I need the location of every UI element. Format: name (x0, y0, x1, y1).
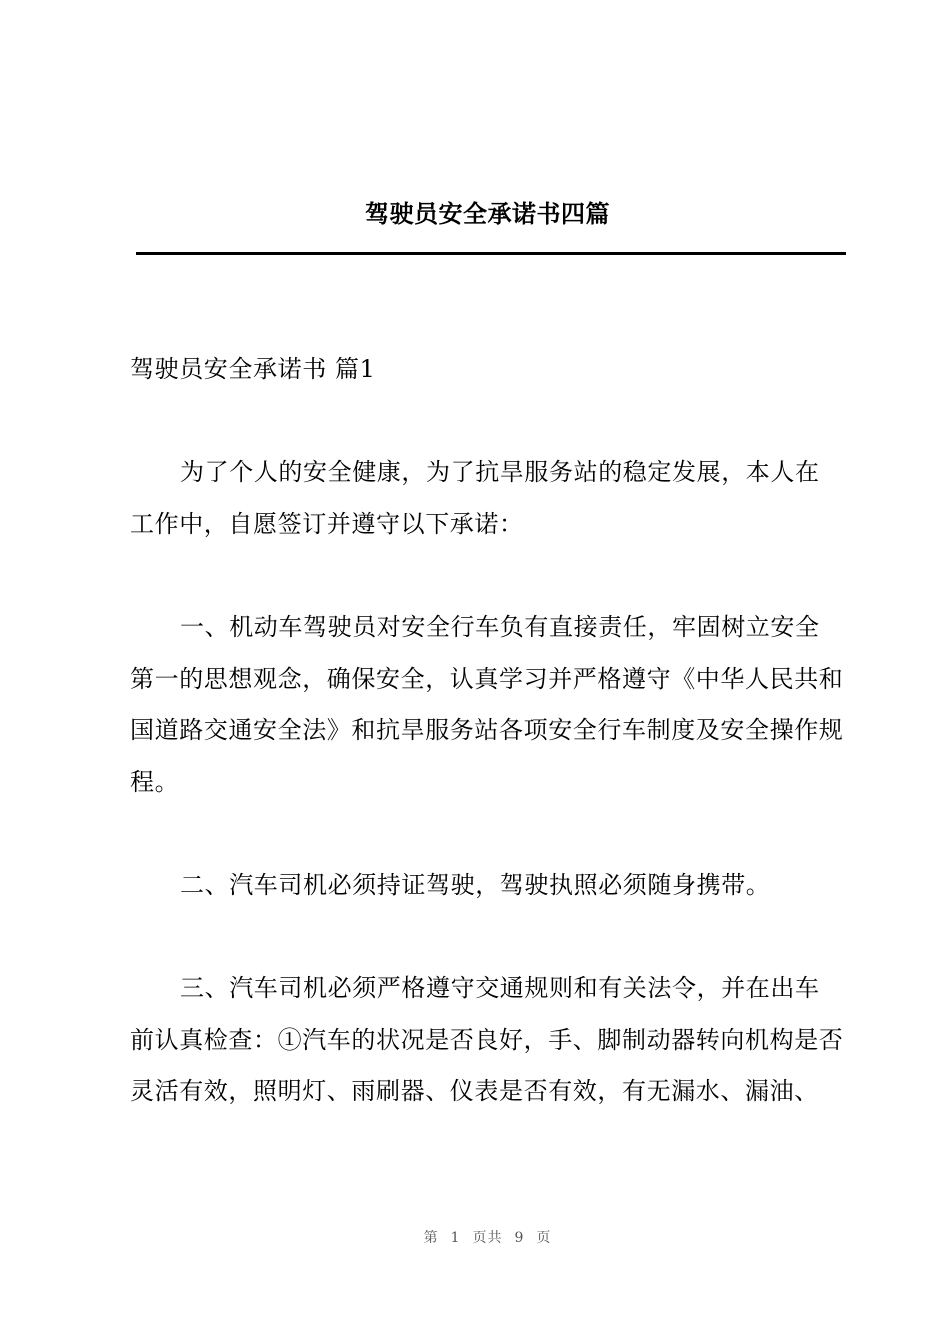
paragraph-item-2: 二、汽车司机必须持证驾驶，驾驶执照必须随身携带。 (180, 870, 771, 899)
footer-suffix: 页 (536, 1230, 552, 1246)
paragraph-intro: 为了个人的安全健康，为了抗旱服务站的稳定发展，本人在工作中，自愿签订并遵守以下承诺： (130, 458, 820, 538)
section-heading: 驾驶员安全承诺书 篇1 (130, 355, 376, 383)
page-footer (0, 1228, 950, 1248)
document-body (130, 344, 844, 1118)
paragraph-item-3: 三、汽车司机必须严格遵守交通规则和有关法令，并在出车前认真检查：①汽车的状况是否良好，手、脚制动器转向机构是否灵活有效，照明灯、雨刷器、仪表是否有效，有无漏水、漏油、 (130, 974, 844, 1106)
footer-middle: 页共 (472, 1230, 503, 1246)
footer-current-page: 1 (450, 1230, 461, 1246)
page-title: 驾驶员安全承诺书四篇 (365, 199, 610, 228)
footer-prefix: 第 (423, 1230, 439, 1246)
footer-total-pages: 9 (514, 1230, 525, 1246)
title-divider (136, 252, 846, 255)
paragraph-item-1: 一、机动车驾驶员对安全行车负有直接责任，牢固树立安全第一的思想观念，确保安全，认真学习并严格遵守《中华人民共和国道路交通安全法》和抗旱服务站各项安全行车制度及安全操作规程。 (130, 612, 844, 796)
